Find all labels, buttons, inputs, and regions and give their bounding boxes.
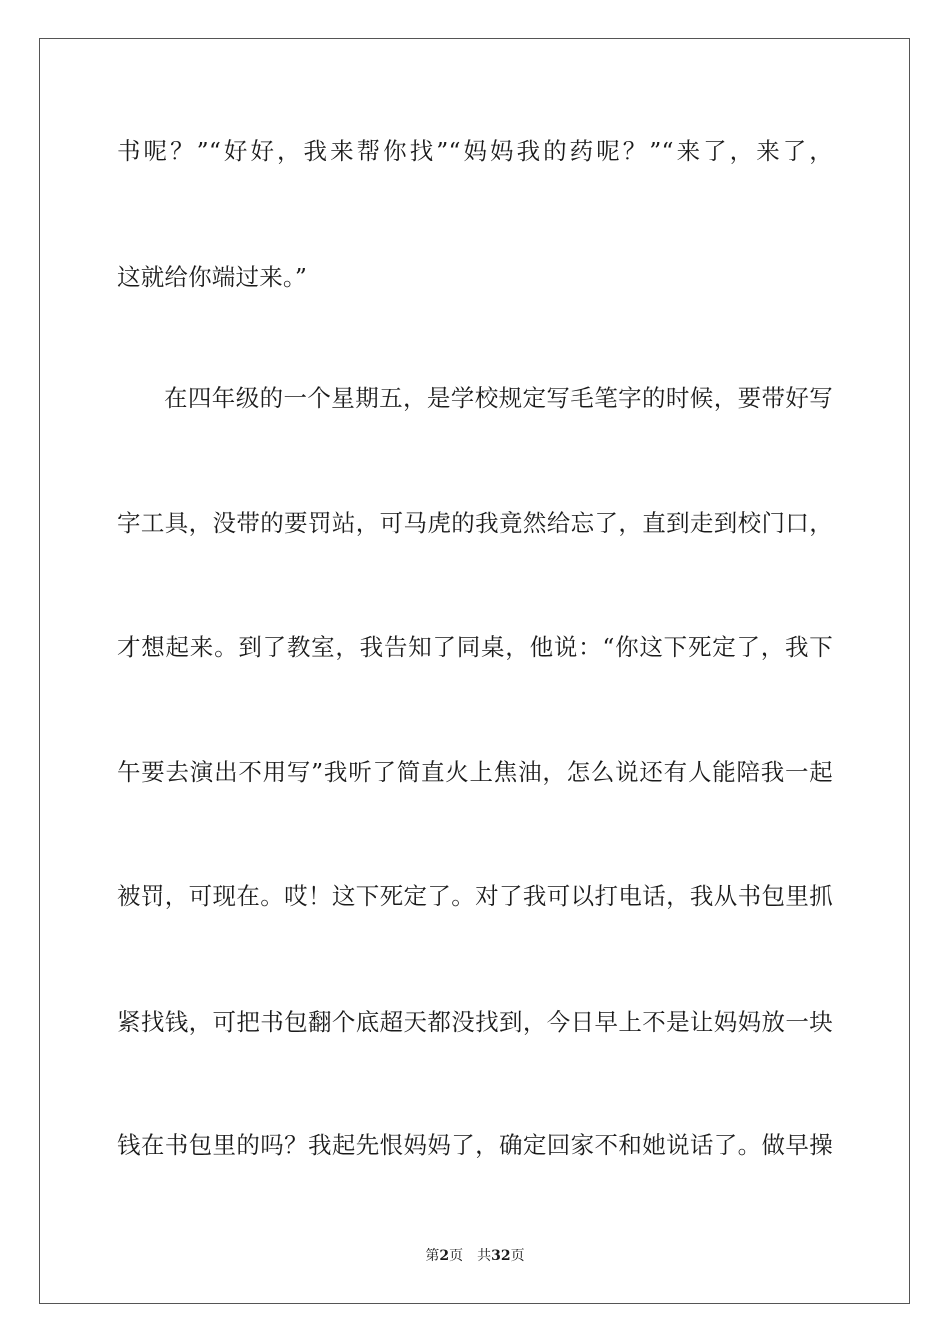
page-suffix: 页: [449, 1248, 464, 1264]
page-prefix: 第: [425, 1248, 440, 1264]
total-suffix: 页: [510, 1248, 525, 1264]
total-pages: 32: [491, 1248, 511, 1264]
text-line: 书呢？”“好好，我来帮你找”“妈妈我的药呢？”“来了，来了，: [117, 137, 833, 165]
text-line: 才想起来。到了教室，我告知了同桌，他说：“你这下死定了，我下: [117, 633, 833, 661]
text-line: 紧找钱，可把书包翻个底超天都没找到，今日早上不是让妈妈放一块: [117, 1008, 833, 1036]
total-prefix: 共: [477, 1248, 492, 1264]
paragraph-first-line: 在四年级的一个星期五，是学校规定写毛笔字的时候，要带好写: [164, 384, 833, 412]
text-line: 钱在书包里的吗？我起先恨妈妈了，确定回家不和她说话了。做早操: [117, 1131, 833, 1159]
text-line: 被罚，可现在。哎！这下死定了。对了我可以打电话，我从书包里抓: [117, 882, 833, 910]
text-line: 字工具，没带的要罚站，可马虎的我竟然给忘了，直到走到校门口，: [117, 509, 833, 537]
page-border: [39, 38, 910, 1304]
page-footer: [0, 1247, 950, 1265]
text-line: 这就给你端过来。”: [117, 263, 308, 291]
page-number: 2: [439, 1248, 450, 1264]
text-line: 午要去演出不用写”我听了简直火上焦油，怎么说还有人能陪我一起: [117, 758, 833, 786]
